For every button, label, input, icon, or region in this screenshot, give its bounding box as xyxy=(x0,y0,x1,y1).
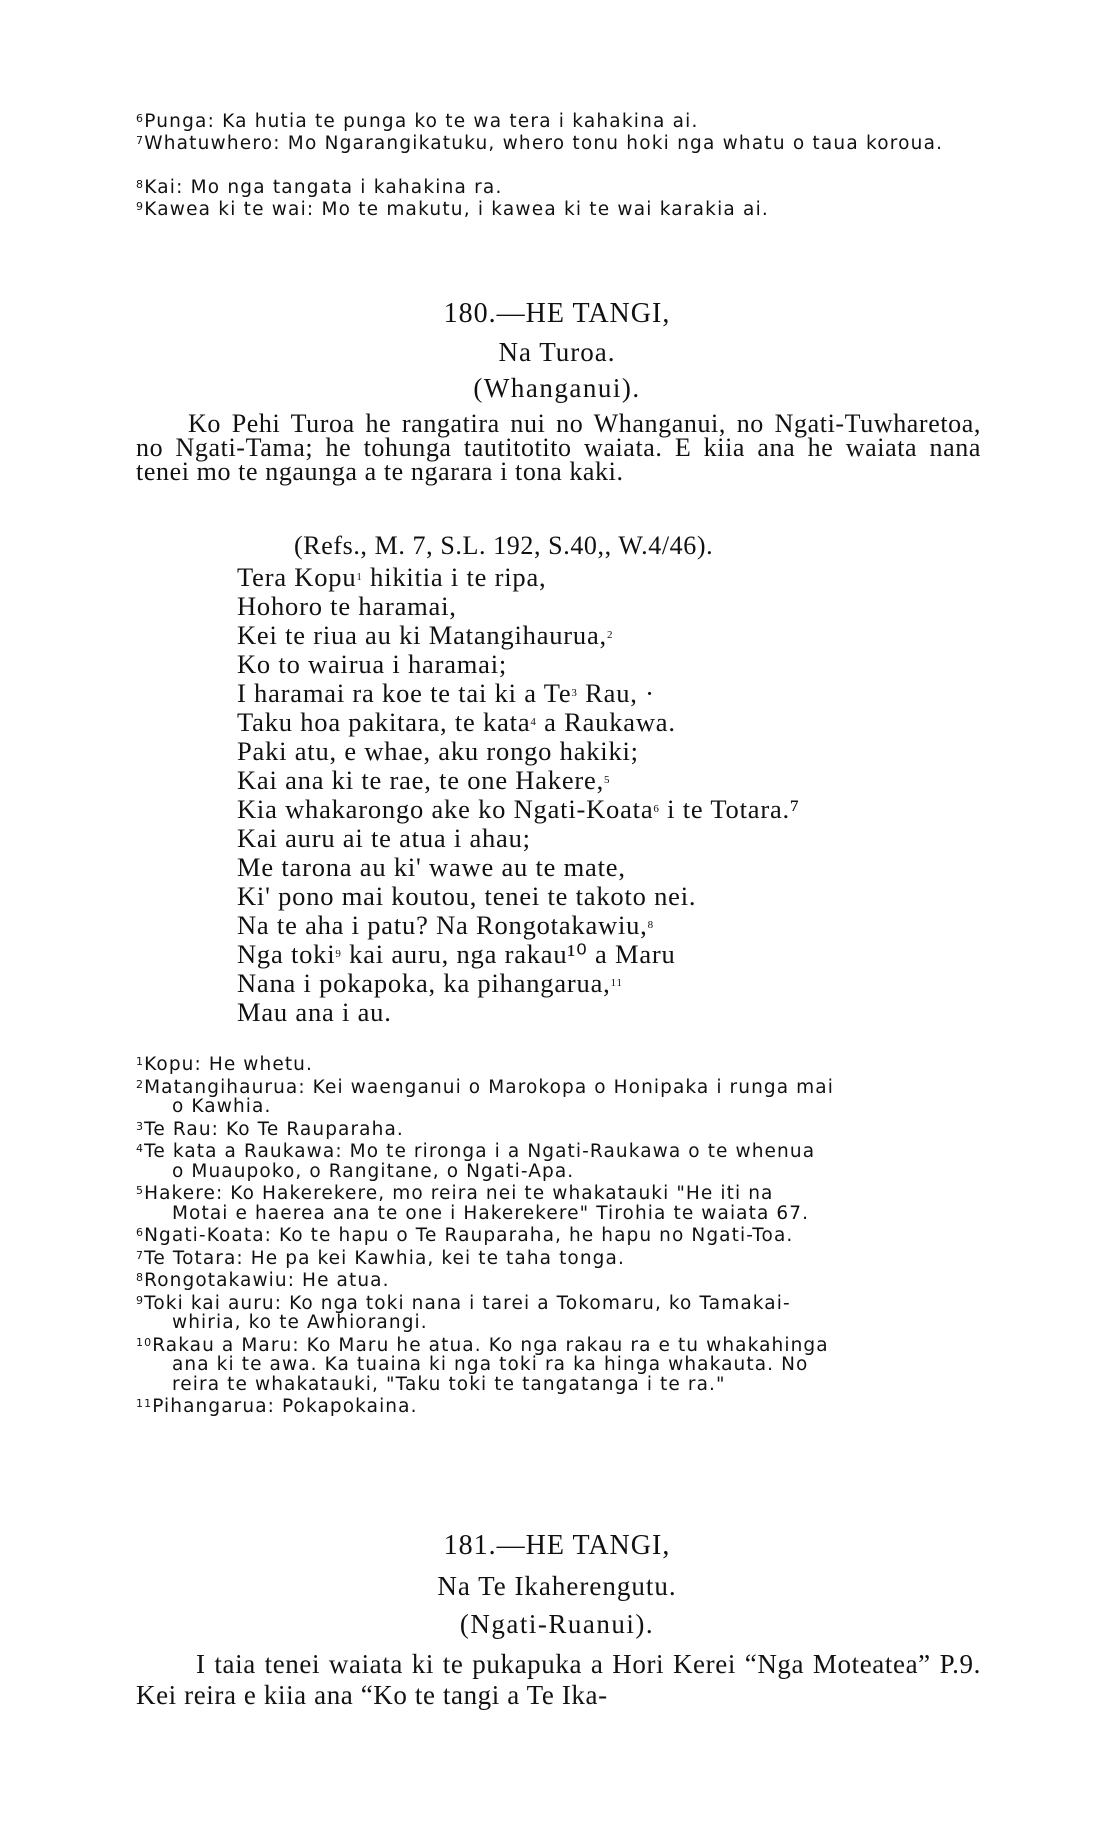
song-181-title: 181.—HE TANGI, xyxy=(443,1530,671,1561)
song-180-footnotes xyxy=(136,1052,986,1417)
top-note: $^7$Whatuwhero: Mo Ngarangikatuku, whero tonu hoki nga whatu o taua koroua. xyxy=(136,133,944,154)
verse-line: I haramai ra koe te tai ki a Te$^3$ Rau, · xyxy=(237,678,655,708)
footnote: $^{10}$Rakau a Maru: Ko Maru he atua. Ko nga rakau ra e tu whakahinga xyxy=(136,1334,829,1356)
song-180-title: 180.—HE TANGI, xyxy=(443,298,671,329)
footnote: $^7$Te Totara: He pa kei Kawhia, kei te taha tonga. xyxy=(136,1247,625,1269)
verse-line: Kai ana ki te rae, te one Hakere,$^5$ xyxy=(237,765,611,795)
footnote: $^3$Te Rau: Ko Te Rauparaha. xyxy=(136,1118,404,1140)
song-180-author: Na Turoa. xyxy=(498,337,616,367)
verse-line: Kai auru ai te atua i ahau; xyxy=(237,823,531,853)
verse-line: Mau ana i au. xyxy=(237,997,392,1027)
verse-line: Na te aha i patu? Na Rongotakawiu,$^8$ xyxy=(237,910,654,940)
footnote-continuation: o Muaupoko, o Rangitane, o Ngati-Apa. xyxy=(172,1160,575,1182)
footnote: $^8$Rongotakawiu: He atua. xyxy=(136,1270,390,1291)
verse-line: Paki atu, e whae, aku rongo hakiki; xyxy=(237,736,639,766)
footnote-continuation: ana ki te awa. Ka tuaina ki nga toki ra ka hinga whakauta. No xyxy=(172,1354,809,1375)
footnote-continuation: whiria, ko te Awhiorangi. xyxy=(172,1312,428,1333)
verse-line: Kia whakarongo ake ko Ngati-Koata$^6$ i te Totara.⁷ xyxy=(237,794,800,824)
verse-line: Taku hoa pakitara, te kata$^4$ a Raukawa. xyxy=(237,707,676,737)
verse-line: Nana i pokapoka, ka pihangarua,$^{11}$ xyxy=(237,968,623,998)
verse-line: Tera Kopu$^1$ hikitia i te ripa, xyxy=(237,562,547,592)
top-note: $^9$Kawea ki te wai: Mo te makutu, i kawea ki te wai karakia ai. xyxy=(136,199,769,220)
footnote: $^2$Matangihaurua: Kei waenganui o Marokopa o Honipaka i runga mai xyxy=(136,1076,834,1098)
footnote: $^4$Te kata a Raukawa: Mo te rironga i a Ngati-Raukawa o te whenua xyxy=(136,1141,816,1162)
top-note: $^8$Kai: Mo nga tangata i kahakina ra. xyxy=(136,177,503,198)
footnote: $^6$Ngati-Koata: Ko te hapu o Te Rauparaha, he hapu no Ngati-Toa. xyxy=(136,1225,794,1246)
footnote-continuation: Motai e haerea ana te one i Hakerekere" Tirohia te waiata 67. xyxy=(172,1202,810,1224)
footnote: $^{11}$Pihangarua: Pokapokaina. xyxy=(136,1396,418,1417)
footnote-continuation: o Kawhia. xyxy=(172,1096,272,1117)
song-180-intro: Ko Pehi Turoa he rangatira nui no Whanganui, no Ngati-Tuwharetoa, no Ngati-Tama; he tohunga tautitotito waiata. E kiia ana he waiata nana tenei mo te ngaunga a te ngarara i tona kaki. xyxy=(136,409,981,486)
song-181-intro: I taia tenei waiata ki te pukapuka a Hori Kerei “Nga Moteatea” P.9. Kei reira e kiia ana “Ko te tangi a Te Ika- xyxy=(136,1649,981,1710)
footnote: $^5$Hakere: Ko Hakerekere, mo reira nei te whakatauki "He iti na xyxy=(136,1183,774,1204)
verse-line: Hohoro te haramai, xyxy=(237,591,457,621)
song-181-author: Na Te Ikaherengutu. xyxy=(437,1571,677,1601)
verse-line: Nga toki$^9$ kai auru, nga rakau¹⁰ a Maru xyxy=(237,939,676,969)
song-180-refs: (Refs., M. 7, S.L. 192, S.40,, W.4/46). xyxy=(294,531,714,560)
verse-line: Kei te riua au ki Matangihaurua,$^2$ xyxy=(237,620,614,650)
footnote: $^1$Kopu: He whetu. xyxy=(136,1054,313,1075)
verse-line: Me tarona au ki' wawe au te mate, xyxy=(237,852,626,882)
song-180-tribe: (Whanganui). xyxy=(473,373,641,403)
song-181-tribe: (Ngati-Ruanui). xyxy=(459,1609,655,1639)
verse-line: Ki' pono mai koutou, tenei te takoto nei. xyxy=(237,881,697,911)
footnote-continuation: reira te whakatauki, "Taku toki te tangatanga i te ra." xyxy=(172,1373,726,1395)
footnote: $^9$Toki kai auru: Ko nga toki nana i tarei a Tokomaru, ko Tamakai- xyxy=(136,1292,791,1314)
song-180-verse xyxy=(237,563,957,1027)
verse-line: Ko to wairua i haramai; xyxy=(237,649,508,679)
top-note: $^6$Punga: Ka hutia te punga ko te wa tera i kahakina ai. xyxy=(136,111,699,132)
